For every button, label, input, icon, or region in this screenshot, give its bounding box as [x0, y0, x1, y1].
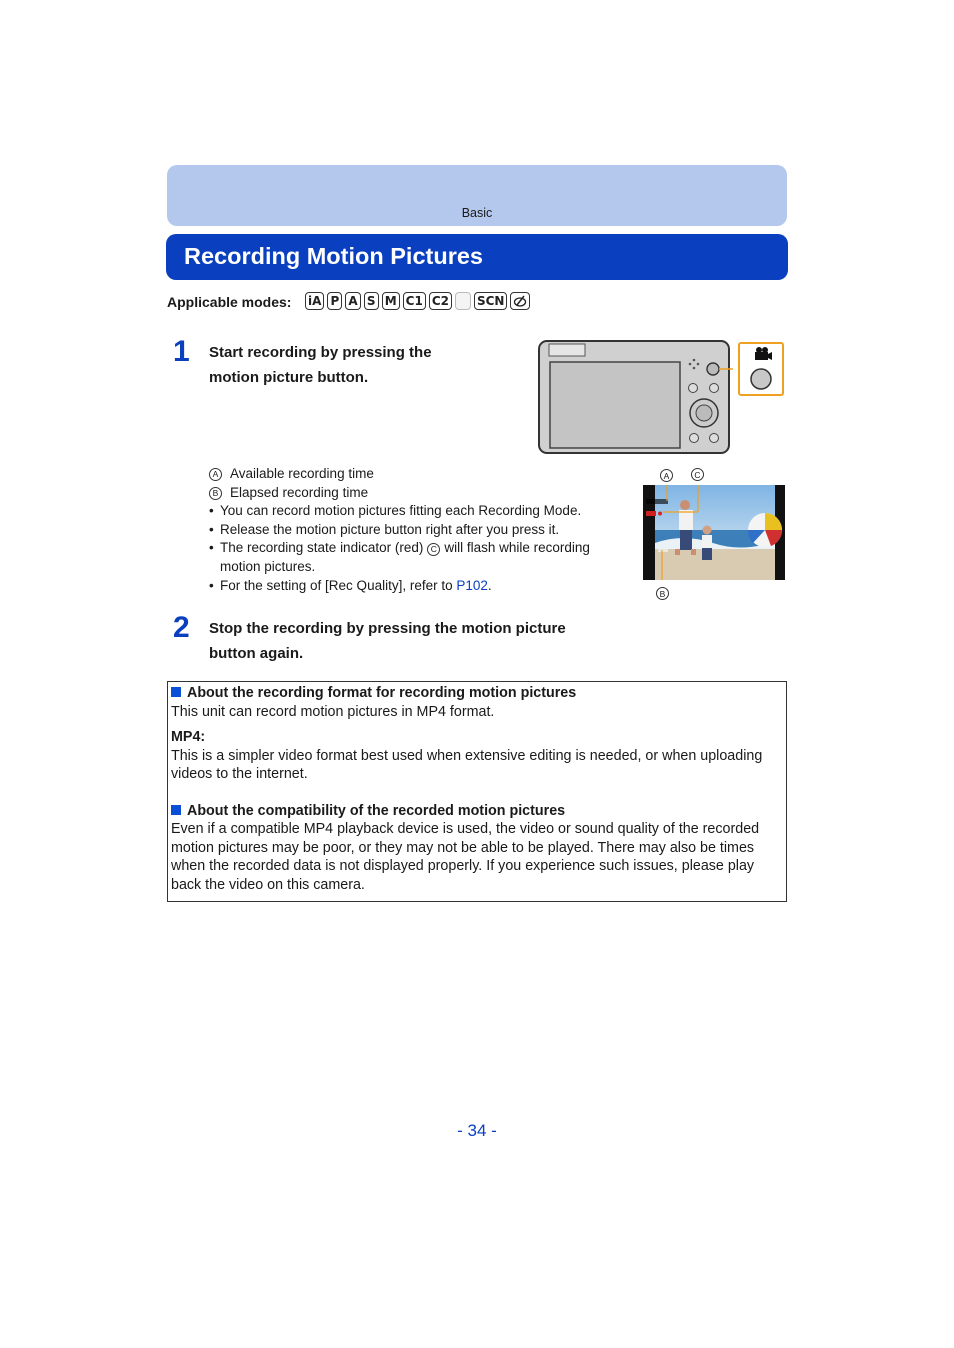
photo-label-c: C	[691, 468, 704, 481]
marker-a: A	[209, 468, 222, 481]
photo-label-a: A	[660, 469, 673, 482]
step-2-text: Stop the recording by pressing the motion picture button again.	[209, 620, 566, 662]
page-number: - 34 -	[457, 1121, 497, 1140]
bullet-4: For the setting of [Rec Quality], refer to P102.	[220, 577, 492, 593]
p102-link[interactable]: P102	[456, 577, 488, 593]
mode-scn-icon: SCN	[474, 292, 508, 310]
bullet-2: Release the motion picture button right after you press it.	[220, 521, 560, 537]
section-heading-compatibility: About the compatibility of the recorded motion pictures	[171, 802, 783, 821]
bullet-3: The recording state indicator (red) C will flash while recording	[220, 540, 590, 556]
section-heading-format: About the recording format for recording motion pictures	[171, 684, 783, 703]
step-1-text: Start recording by pressing the motion picture button.	[209, 344, 432, 386]
video-camera-icon	[740, 344, 782, 394]
mode-s-icon: S	[364, 292, 379, 310]
applicable-modes-label: Applicable modes:	[167, 294, 292, 310]
photo-label-b: B	[656, 587, 669, 600]
page-title: Recording Motion Pictures	[184, 243, 483, 269]
step-2-number: 2	[173, 611, 190, 644]
section-label: Basic	[461, 206, 493, 220]
marker-b: B	[209, 487, 222, 500]
square-bullet-icon	[171, 687, 181, 697]
mode-c1-icon: C1	[403, 292, 426, 310]
camera-back-illustration	[537, 338, 733, 456]
step-1-number: 1	[173, 335, 190, 368]
mode-creative-icon	[510, 292, 530, 310]
mode-m-icon: M	[382, 292, 400, 310]
mp4-label: MP4:	[171, 729, 206, 745]
mode-ia-icon: iA	[305, 292, 324, 310]
marker-c: C	[427, 543, 440, 556]
applicable-modes	[305, 292, 530, 310]
bullet-1: You can record motion pictures fitting each Recording Mode.	[220, 503, 582, 519]
motion-picture-button-callout	[738, 342, 784, 396]
notes: A Available recording time B Elapsed recording time • You can record motion pictures fitting each Recording Mode. • Release the motion picture button right after you press it. • The recording state indicator (red) C will flash while recording motion pictures. • For the setting of [Rec Quality], refer to P102.	[209, 465, 590, 595]
mode-disabled-icon	[455, 292, 471, 310]
mode-p-icon: P	[327, 292, 342, 310]
mode-a-icon: A	[345, 292, 360, 310]
recording-screen-photo	[643, 485, 785, 580]
square-bullet-icon	[171, 805, 181, 815]
info-box-content: About the recording format for recording motion pictures This unit can record motion pictures in MP4 format. MP4: This is a simpler video format best used when extensive editing is needed, or when uploading videos to the internet. About the compatibility of the recorded motion pictures Even if a compatible MP4 playback device is used, the video or sound quality of the recorded motion pictures may be poor, or they may not be able to be played. There may also be times when the recorded data is not displayed properly. If you experience such issues, please play back the video on this camera.	[171, 684, 783, 894]
mode-c2-icon: C2	[429, 292, 452, 310]
